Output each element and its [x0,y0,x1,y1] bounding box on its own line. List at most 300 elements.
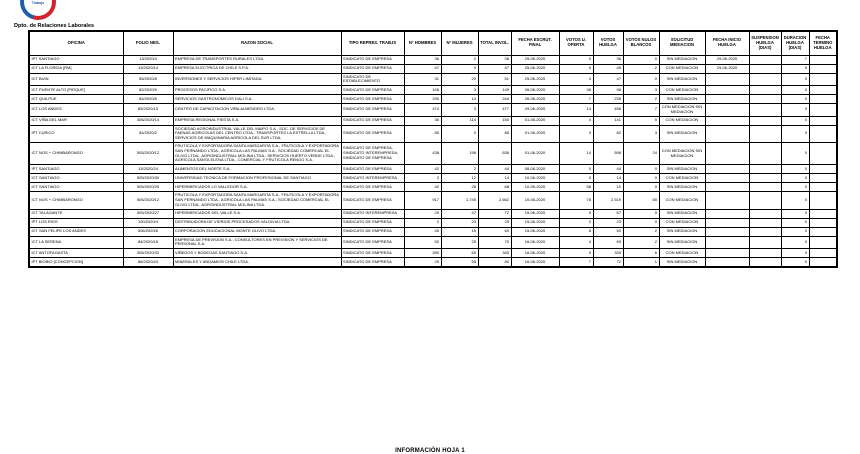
table-row [29,227,837,236]
column-header-votos-huelga: VOTOS HUELGA [593,31,623,55]
column-header-n-hombres: N° HOMBRES [404,31,441,55]
cell-folio-neg: 13/2020/24 [123,165,173,174]
cell-folio-neg: 85/2020/13 [123,104,173,117]
cell-folio-neg: 306/2020/14 [123,116,173,125]
logo-text [24,0,52,16]
cell-fecha-termino-huelga [809,73,837,86]
cell-total-invol: 44 [478,165,511,174]
cell-duracion-huelga-dias: 0 [781,165,809,174]
cell-oficina: ICT LA SERENA [29,236,123,249]
cell-fecha-inicio-huelga [705,86,749,95]
cell-total-invol: 85 [478,125,511,142]
table-row [29,249,837,258]
cell-oficina: IPT CURICO [29,125,123,142]
cell-duracion-huelga-dias: 0 [781,183,809,192]
cell-votos-nulos-blancos: 24 [623,143,659,165]
cell-razon-social: EMPRESA DE PREVISION S.A., CONSULTORES EN PREVISION Y SERVICIOS DE PERSONAL S.A. [173,236,341,249]
cell-solicitud-mediacion: SIN MEDIACION [659,95,705,104]
cell-tipo-repres-trabjs: SINDICATO DE EMPRESA [341,125,404,142]
cell-n-mujeres: 2 [441,165,478,174]
logo-line2: Trabajo [31,1,45,5]
cell-n-mujeres: 65 [441,249,478,258]
cell-solicitud-mediacion: SIN MEDIACION [659,236,705,249]
cell-oficina: ICT NOS + CHIMBARONGO [29,192,123,209]
cell-tipo-repres-trabjs: SINDICATO DE EMPRESA [341,236,404,249]
cell-fecha-inicio-huelga: 29-06-2020 [705,64,749,73]
cell-votos-u-oferta: 0 [559,174,593,183]
cell-fecha-inicio-huelga [705,165,749,174]
cell-suspension-huelga-dias [749,249,781,258]
cell-votos-nulos-blancos: 1 [623,258,659,267]
cell-n-mujeres: 3 [441,86,478,95]
cell-razon-social: VIÑEDOS Y BODEGAS SANTIAGO S.A. [173,249,341,258]
column-header-suspension-huelga-dias: SUSPENSION HUELGA (DIAS) [749,31,781,55]
cell-votos-huelga: 82 [593,125,623,142]
column-header-duracion-huelga-dias: DURACION HUELGA (DIAS) [781,31,809,55]
cell-suspension-huelga-dias [749,174,781,183]
cell-votos-huelga: 10 [593,183,623,192]
cell-votos-u-oferta: 0 [559,64,593,73]
table-row [29,209,837,218]
cell-total-invol: 14 [478,174,511,183]
cell-votos-u-oferta: 8 [559,227,593,236]
table-row [29,95,837,104]
cell-votos-huelga: 36 [593,55,623,64]
cell-tipo-repres-trabjs: SINDICATO DE EMPRESA [341,116,404,125]
cell-votos-u-oferta: 4 [559,116,593,125]
cell-folio-neg: 505/2020/12 [123,143,173,165]
cell-n-hombres: 31 [404,73,441,86]
cell-votos-nulos-blancos: 0 [623,218,659,227]
cell-duracion-huelga-dias: 0 [781,86,809,95]
cell-duracion-huelga-dias: 0 [781,236,809,249]
cell-fecha-termino-huelga [809,95,837,104]
cell-votos-huelga: 598 [593,143,623,165]
cell-oficina: ICT NOS + CHIMBARONGO [29,143,123,165]
cell-total-invol: 38 [478,55,511,64]
table-row [29,73,837,86]
cell-duracion-huelga-dias: 0 [781,125,809,142]
cell-fecha-escrut-final: 25-06-2020 [511,55,559,64]
cell-tipo-repres-trabjs: SINDICATO DE EMPRESA [341,258,404,267]
cell-tipo-repres-trabjs: SINDICATO DE EMPRESA [341,249,404,258]
cell-votos-huelga: 330 [593,249,623,258]
cell-solicitud-mediacion: CON MEDIACION [659,174,705,183]
cell-fecha-escrut-final: 01-06-2020 [511,125,559,142]
cell-tipo-repres-trabjs: SINDICATO DE EMPRESA [341,218,404,227]
cell-suspension-huelga-dias [749,125,781,142]
cell-razon-social: CORPORACION EDUCACIONAL MONTE OLIVO LTDA. [173,227,341,236]
cell-votos-nulos-blancos: 7 [623,104,659,117]
cell-votos-huelga: 14 [593,174,623,183]
cell-votos-nulos-blancos: 3 [623,86,659,95]
cell-fecha-escrut-final: 29-06-2020 [511,104,559,117]
cell-total-invol: 51 [478,73,511,86]
cell-fecha-termino-huelga [809,258,837,267]
cell-suspension-huelga-dias [749,165,781,174]
cell-votos-u-oferta: 7 [559,95,593,104]
cell-duracion-huelga-dias: 0 [781,73,809,86]
cell-total-invol: 477 [478,104,511,117]
cell-votos-nulos-blancos: 2 [623,227,659,236]
cell-n-hombres: 25 [404,209,441,218]
cell-fecha-escrut-final: 10-06-2020 [511,183,559,192]
cell-fecha-termino-huelga [809,143,837,165]
cell-votos-u-oferta: 78 [559,192,593,209]
cell-duracion-huelga-dias: 0 [781,174,809,183]
cell-votos-u-oferta: 0 [559,165,593,174]
cell-total-invol: 68 [478,183,511,192]
cell-razon-social: ALIMENTOS DEL NORTE S.A. [173,165,341,174]
cell-votos-nulos-blancos: 5 [623,116,659,125]
cell-votos-u-oferta: 4 [559,236,593,249]
cell-fecha-escrut-final: 01-06-2020 [511,143,559,165]
cell-n-hombres: 917 [404,192,441,209]
cell-fecha-inicio-huelga [705,249,749,258]
cell-votos-u-oferta: 5 [559,209,593,218]
cell-votos-u-oferta: 0 [559,125,593,142]
cell-fecha-escrut-final: 15-06-2020 [511,218,559,227]
cell-n-hombres: 40 [404,183,441,192]
cell-razon-social: MINERALES Y ANDAMIOS CHILE LTDA. [173,258,341,267]
cell-tipo-repres-trabjs: SINDICATO DE EMPRESA [341,165,404,174]
cell-fecha-termino-huelga [809,209,837,218]
cell-folio-neg: 84/2020/2 [123,125,173,142]
cell-n-hombres: 280 [404,249,441,258]
cell-fecha-termino-huelga [809,86,837,95]
cell-razon-social: SOCIEDAD AGROINDUSTRIAL VALLE DEL MAIPO S.A., SOC. DE SERVICIOS DE FAENAS AGRICOLAS DEL CENTRO LTDA., TRANSPORTES LA ESTRELLA LTDA., SERVICIOS DE MAQUINARIA AGRICOLA DEL SUR LTDA. [173,125,341,142]
cell-solicitud-mediacion: SIN MEDIACION [659,55,705,64]
column-header-razon-social: RAZON SOCIAL [173,31,341,55]
cell-razon-social: EMPRESA ELECTRICA DE CHILE S.P.A. [173,64,341,73]
cell-n-mujeres: 14 [441,95,478,104]
strikes-table [28,30,838,268]
table-row [29,174,837,183]
cell-n-mujeres: 2 [441,55,478,64]
cell-fecha-escrut-final: 10-06-2020 [511,192,559,209]
cell-tipo-repres-trabjs: SINDICATO INTEREMPRESA [341,174,404,183]
cell-suspension-huelga-dias [749,86,781,95]
cell-razon-social: INVERSIONES Y SERVICIOS HIPER LIMITADA. [173,73,341,86]
cell-votos-u-oferta: 4 [559,73,593,86]
cell-fecha-inicio-huelga [705,218,749,227]
cell-n-hombres: 47 [404,64,441,73]
cell-solicitud-mediacion: SIN MEDIACION [659,165,705,174]
cell-fecha-termino-huelga [809,183,837,192]
cell-razon-social: EMPRESA DE TRANSPORTES RURALES LTDA. [173,55,341,64]
cell-solicitud-mediacion: SIN MEDIACION [659,258,705,267]
cell-total-invol: 345 [478,249,511,258]
cell-fecha-escrut-final: 08-06-2020 [511,165,559,174]
cell-total-invol: 75 [478,236,511,249]
table-row [29,64,837,73]
cell-total-invol: 150 [478,116,511,125]
cell-solicitud-mediacion: CON MEDIACION [659,86,705,95]
cell-fecha-inicio-huelga [705,125,749,142]
table-row [29,165,837,174]
cell-n-hombres: 45 [404,227,441,236]
cell-votos-huelga: 67 [593,209,623,218]
cell-n-mujeres: 15 [441,227,478,236]
cell-n-mujeres: 12 [441,174,478,183]
cell-n-hombres: 438 [404,143,441,165]
cell-votos-huelga: 69 [593,236,623,249]
cell-n-hombres: 474 [404,104,441,117]
page-footer: INFORMACIÓN HOJA 1 [395,448,465,454]
cell-fecha-escrut-final: 26-06-2020 [511,95,559,104]
cell-razon-social: HIPERMERCADOS DEL VALLE S.A. [173,209,341,218]
cell-fecha-escrut-final: 16-06-2020 [511,249,559,258]
cell-solicitud-mediacion: SIN MEDIACION [659,73,705,86]
cell-razon-social: FRUTICOLA Y EXPORTADORA SANTA MARGARITA S.A., FRUTICOLA Y EXPORTADORA SAN FERNANDO LTDA., AGRICOLA LAS PALMAS S.A., SOCIEDAD COMERCIAL EL OLIVO LTDA., AGROINDUSTRIAL MOLINA LTDA. [173,192,341,209]
cell-n-hombres: 36 [404,55,441,64]
cell-total-invol: 244 [478,95,511,104]
cell-duracion-huelga-dias: 0 [781,209,809,218]
cell-folio-neg: 13/2020/4 [123,55,173,64]
cell-fecha-inicio-huelga: 29-06-2020 [705,55,749,64]
cell-fecha-inicio-huelga [705,116,749,125]
cell-fecha-escrut-final: 15-06-2020 [511,227,559,236]
cell-votos-huelga: 45 [593,64,623,73]
cell-solicitud-mediacion: CON MEDIACION [659,218,705,227]
cell-fecha-escrut-final: 26-06-2020 [511,86,559,95]
cell-tipo-repres-trabjs: SINDICATO DE EMPRESA [341,86,404,95]
cell-n-mujeres: 47 [441,209,478,218]
cell-oficina: ICT TALAGANTE [29,209,123,218]
column-header-oficina: OFICINA [29,31,123,55]
cell-fecha-termino-huelga [809,165,837,174]
column-header-solicitud-mediacion: SOLICITUD MEDIACION [659,31,705,55]
cell-votos-nulos-blancos: 0 [623,55,659,64]
table-row [29,258,837,267]
cell-votos-nulos-blancos: 0 [623,209,659,218]
cell-solicitud-mediacion: CON MEDIACION [659,192,705,209]
cell-votos-huelga: 50 [593,227,623,236]
cell-total-invol: 25 [478,218,511,227]
cell-votos-nulos-blancos: 2 [623,95,659,104]
cell-fecha-termino-huelga [809,55,837,64]
cell-n-mujeres: 25 [441,236,478,249]
cell-duracion-huelga-dias: 5 [781,64,809,73]
cell-folio-neg: 305/2020/32 [123,249,173,258]
cell-tipo-repres-trabjs: SINDICATO DE EMPRESA, SINDICATO INTEREMPRESA, SINDICATO DE EMPRESA [341,143,404,165]
direccion-del-trabajo-logo [20,0,56,20]
cell-oficina: ICT LOS ANDES [29,104,123,117]
cell-oficina: IPT SANTIAGO [29,165,123,174]
cell-total-invol: 80 [478,258,511,267]
table-row [29,116,837,125]
column-header-fecha-inicio-huelga: FECHA INICIO HUELGA [705,31,749,55]
cell-fecha-inicio-huelga [705,95,749,104]
cell-votos-u-oferta: 14 [559,104,593,117]
cell-solicitud-mediacion: CON MEDIACION [659,249,705,258]
cell-fecha-inicio-huelga [705,104,749,117]
cell-suspension-huelga-dias [749,143,781,165]
cell-razon-social: PROCESOS PACIFICO S.A. [173,86,341,95]
cell-n-hombres: 2 [404,218,441,227]
cell-solicitud-mediacion: CON MEDIACION [659,116,705,125]
column-header-tipo-repres-trabjs: TIPO REPRES. TRABJS [341,31,404,55]
cell-fecha-inicio-huelga [705,236,749,249]
column-header-n-mujeres: N° MUJERES [441,31,478,55]
cell-oficina: ICT ANTOFAGASTA [29,249,123,258]
cell-total-invol: 60 [478,227,511,236]
column-header-folio-neg: FOLIO NEG. [123,31,173,55]
cell-suspension-huelga-dias [749,116,781,125]
cell-fecha-inicio-huelga [705,183,749,192]
cell-fecha-escrut-final: 16-06-2020 [511,258,559,267]
cell-suspension-huelga-dias [749,236,781,249]
cell-n-mujeres: 0 [441,64,478,73]
cell-solicitud-mediacion: SIN MEDIACION [659,209,705,218]
cell-tipo-repres-trabjs: SINDICATO DE EMPRESA [341,227,404,236]
cell-n-mujeres: 55 [441,258,478,267]
cell-votos-nulos-blancos: 0 [623,174,659,183]
cell-votos-huelga: 2.519 [593,192,623,209]
cell-duracion-huelga-dias: 0 [781,227,809,236]
column-header-votos-nulos-blancos: VOTOS NULOS BLANCOS [623,31,659,55]
cell-suspension-huelga-dias [749,73,781,86]
cell-fecha-escrut-final: 25-06-2020 [511,64,559,73]
cell-votos-huelga: 141 [593,116,623,125]
cell-folio-neg: 13/2020/14 [123,64,173,73]
cell-votos-huelga: 44 [593,165,623,174]
cell-n-mujeres: 3 [441,104,478,117]
cell-folio-neg: 86/2020/43 [123,258,173,267]
cell-n-hombres: 42 [404,165,441,174]
cell-duracion-huelga-dias: 0 [781,258,809,267]
cell-solicitud-mediacion: SIN MEDIACION [659,227,705,236]
cell-votos-u-oferta: 58 [559,183,593,192]
cell-votos-huelga: 456 [593,104,623,117]
cell-fecha-inicio-huelga [705,192,749,209]
cell-votos-nulos-blancos: 0 [623,183,659,192]
cell-votos-u-oferta: 9 [559,249,593,258]
cell-razon-social: EMPRESA REGIONAL FIESTA S.A. [173,116,341,125]
cell-duracion-huelga-dias: 7 [781,55,809,64]
cell-razon-social: FRUTICOLA Y EXPORTADORA SANTA MARGARITA S.A., FRUTICOLA Y EXPORTADORA SAN FERNANDO LTDA., AGRICOLA LAS PALMAS S.A., SOCIEDAD COMERCIAL EL OLIVO LTDA., AGROINDUSTRIAL MOLINA LTDA., SERVICIOS HUERTO VERDE LTDA., AGRICOLA SANTA ELENA LTDA., COMERCIAL Y FRUTICOLA RENGO S.A. [173,143,341,165]
cell-n-mujeres: 20 [441,73,478,86]
cell-duracion-huelga-dias: 0 [781,104,809,117]
cell-folio-neg: 505/2020/12 [123,192,173,209]
table-row [29,104,837,117]
cell-tipo-repres-trabjs: SINDICATO INTEREMPRESA [341,209,404,218]
cell-n-mujeres: 114 [441,116,478,125]
cell-fecha-termino-huelga [809,104,837,117]
cell-oficina: IPT LOS RIOS [29,218,123,227]
cell-solicitud-mediacion: CON MEDIACION [659,64,705,73]
cell-n-hombres: 230 [404,95,441,104]
cell-oficina: ICT LA FLORIDA [RM] [29,64,123,73]
cell-solicitud-mediacion: SIN MEDIACION [659,125,705,142]
cell-razon-social: SERVICIOS GASTRONOMICOS DALI S.A. [173,95,341,104]
cell-fecha-inicio-huelga [705,174,749,183]
cell-votos-u-oferta: 2 [559,218,593,227]
cell-suspension-huelga-dias [749,258,781,267]
cell-suspension-huelga-dias [749,192,781,209]
cell-fecha-inicio-huelga [705,73,749,86]
cell-razon-social: DISTRIBUIDORA DE VIDRIOS PROCESADOS VALDIVIA LTDA. [173,218,341,227]
cell-n-hombres: 85 [404,125,441,142]
cell-duracion-huelga-dias: 0 [781,95,809,104]
cell-suspension-huelga-dias [749,227,781,236]
cell-n-hombres: 50 [404,236,441,249]
cell-folio-neg: 100/2020/4 [123,218,173,227]
cell-suspension-huelga-dias [749,95,781,104]
cell-suspension-huelga-dias [749,55,781,64]
cell-n-hombres: 25 [404,258,441,267]
cell-total-invol: 47 [478,64,511,73]
cell-duracion-huelga-dias: 0 [781,143,809,165]
cell-fecha-termino-huelga [809,236,837,249]
cell-folio-neg: 505/2020/25 [123,183,173,192]
cell-fecha-termino-huelga [809,64,837,73]
cell-votos-u-oferta: 7 [559,258,593,267]
table-row [29,86,837,95]
cell-fecha-termino-huelga [809,218,837,227]
cell-n-mujeres: 28 [441,183,478,192]
cell-duracion-huelga-dias: 0 [781,116,809,125]
cell-n-mujeres: 0 [441,125,478,142]
table-row [29,236,837,249]
cell-tipo-repres-trabjs: SINDICATO DE ESTABLECIMIENTO [341,73,404,86]
table-row [29,192,837,209]
cell-razon-social: CENTRO DE CAPACITACION VIÑA ALMENDRO LTDA. [173,104,341,117]
cell-total-invol: 72 [478,209,511,218]
cell-suspension-huelga-dias [749,64,781,73]
cell-votos-huelga: 98 [593,86,623,95]
cell-suspension-huelga-dias [749,218,781,227]
cell-razon-social: UNIVERSIDAD TECNICA DE FORMACION PROFESIONAL DE SANTIAGO [173,174,341,183]
cell-n-mujeres: 23 [441,218,478,227]
strikes-table-container [28,30,834,268]
cell-folio-neg: 84/2020/6 [123,95,173,104]
cell-tipo-repres-trabjs: SINDICATO DE EMPRESA [341,64,404,73]
cell-total-invol: 2.662 [478,192,511,209]
cell-tipo-repres-trabjs: SINDICATO DE EMPRESA [341,95,404,104]
cell-votos-nulos-blancos: 2 [623,236,659,249]
cell-oficina: ICT BUIN [29,73,123,86]
table-row [29,143,837,165]
cell-fecha-termino-huelga [809,174,837,183]
cell-fecha-escrut-final: 01-06-2020 [511,116,559,125]
cell-votos-u-oferta: 0 [559,55,593,64]
cell-duracion-huelga-dias: 0 [781,218,809,227]
cell-n-hombres: 2 [404,174,441,183]
cell-votos-huelga: 235 [593,95,623,104]
cell-fecha-escrut-final: 15-06-2020 [511,209,559,218]
table-row [29,218,837,227]
cell-n-hombres: 146 [404,86,441,95]
cell-oficina: ICT VIÑA DEL MAR [29,116,123,125]
cell-folio-neg: 506/2020/6 [123,227,173,236]
cell-fecha-termino-huelga [809,227,837,236]
cell-duracion-huelga-dias: 0 [781,192,809,209]
cell-fecha-inicio-huelga [705,209,749,218]
cell-oficina: ICT SANTIAGO [29,174,123,183]
cell-razon-social: HIPERMERCADOS LO VALLEDOR S.A. [173,183,341,192]
cell-suspension-huelga-dias [749,209,781,218]
cell-folio-neg: 82/2020/9 [123,86,173,95]
cell-votos-nulos-blancos: 6 [623,249,659,258]
cell-tipo-repres-trabjs: SINDICATO DE EMPRESA [341,104,404,117]
cell-solicitud-mediacion: SIN MEDIACION [659,183,705,192]
cell-oficina: ICT PUENTE ALTO [PIRQUE] [29,86,123,95]
cell-solicitud-mediacion: CON MEDIACION SIN MEDIACION [659,143,705,165]
table-row [29,55,837,64]
cell-folio-neg: 505/2020/30 [123,174,173,183]
cell-tipo-repres-trabjs: SINDICATO DE EMPRESA [341,183,404,192]
